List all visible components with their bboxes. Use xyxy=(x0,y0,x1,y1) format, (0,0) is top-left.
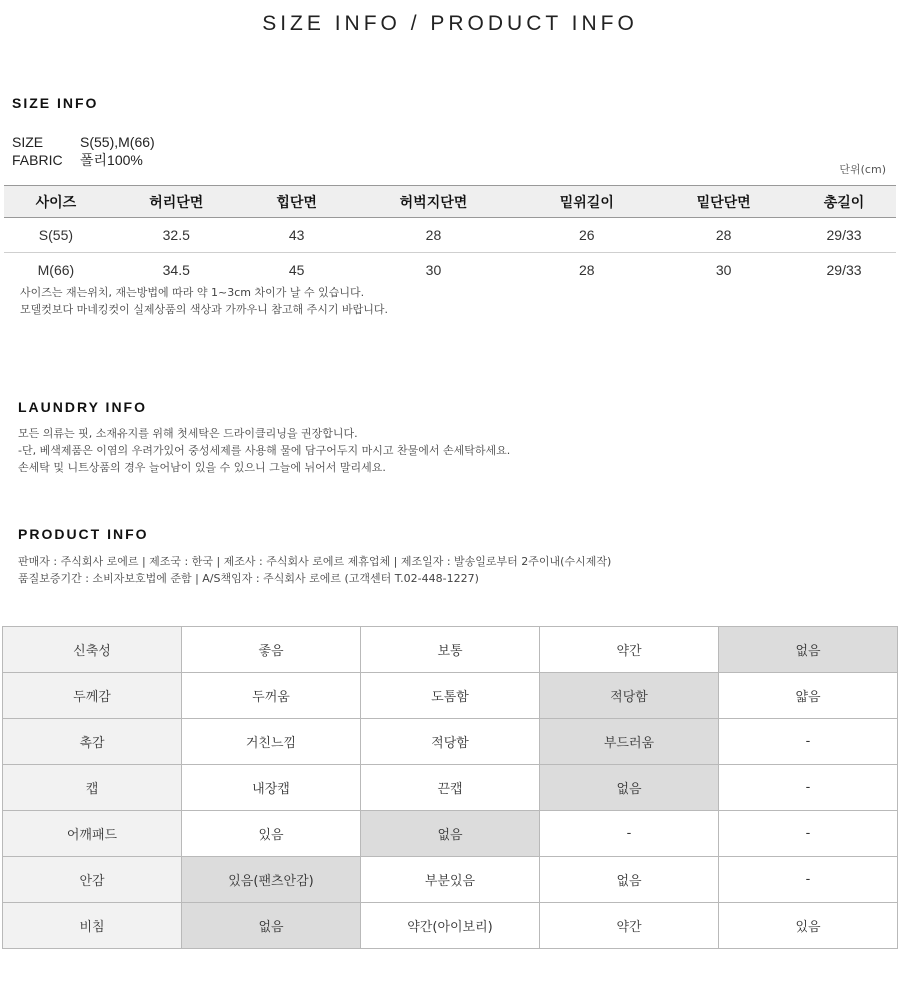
fabric-label: FABRIC xyxy=(12,152,63,168)
feature-row xyxy=(3,765,898,811)
column-header: 허리단면 xyxy=(108,186,245,218)
feature-option: 있음 xyxy=(182,811,361,857)
column-header: 허벅지단면 xyxy=(349,186,519,218)
table-cell: 43 xyxy=(245,218,349,253)
feature-option: 보통 xyxy=(361,627,540,673)
product-note-line: 판매자 : 주식회사 로에르 | 제조국 : 한국 | 제조사 : 주식회사 로에르 제휴업체 | 제조일자 : 발송일로부터 2주이내(수시제작) xyxy=(18,555,612,568)
feature-label: 촉감 xyxy=(3,719,182,765)
column-header: 밑단단면 xyxy=(655,186,792,218)
fabric-value: 폴리100% xyxy=(80,152,143,168)
feature-option: - xyxy=(719,811,898,857)
feature-option: - xyxy=(540,811,719,857)
laundry-info-heading: LAUNDRY INFO xyxy=(18,399,147,415)
feature-option: 거친느낌 xyxy=(182,719,361,765)
table-cell: 34.5 xyxy=(162,262,190,278)
table-cell: 30 xyxy=(715,262,732,278)
size-value: S(55),M(66) xyxy=(80,134,155,150)
feature-option: 내장캡 xyxy=(182,765,361,811)
table-cell: 26 xyxy=(518,218,655,253)
feature-option: 좋음 xyxy=(182,627,361,673)
feature-option: 없음 xyxy=(540,857,719,903)
feature-label: 캡 xyxy=(3,765,182,811)
table-cell: 28 xyxy=(349,218,519,253)
table-cell: S(55) xyxy=(4,218,108,253)
table-cell: M(66) xyxy=(37,262,75,278)
product-info-heading: PRODUCT INFO xyxy=(18,526,149,542)
laundry-note-line: -단, 베색제품은 이염의 우려가있어 중성세제를 사용해 물에 담구어두지 마시고 찬물에서 손세탁하세요. xyxy=(18,444,511,457)
feature-option: 약간 xyxy=(540,903,719,949)
feature-option: - xyxy=(719,719,898,765)
feature-row xyxy=(3,903,898,949)
table-cell: 28 xyxy=(655,218,792,253)
fabric-spec-row xyxy=(12,150,143,170)
table-cell: 45 xyxy=(288,262,305,278)
feature-option-selected: 있음(팬츠안감) xyxy=(182,857,361,903)
table-cell: 29/33 xyxy=(792,218,896,253)
size-note-line: 사이즈는 재는위치, 재는방법에 따라 약 1~3cm 차이가 날 수 있습니다. xyxy=(20,286,365,299)
product-notes xyxy=(18,553,611,587)
feature-row xyxy=(3,811,898,857)
table-cell: 30 xyxy=(425,262,442,278)
feature-option: 부분있음 xyxy=(361,857,540,903)
laundry-note-line: 모든 의류는 핏, 소재유지를 위해 첫세탁은 드라이클리닝을 권장합니다. xyxy=(18,427,358,440)
table-cell: 32.5 xyxy=(108,218,245,253)
feature-label: 안감 xyxy=(3,857,182,903)
feature-row xyxy=(3,627,898,673)
feature-row xyxy=(3,857,898,903)
column-header: 힙단면 xyxy=(245,186,349,218)
feature-option: - xyxy=(719,857,898,903)
laundry-note-line: 손세탁 및 니트상품의 경우 늘어남이 있을 수 있으니 그늘에 뉘어서 말리세요. xyxy=(18,461,386,474)
feature-option-selected: 없음 xyxy=(540,765,719,811)
feature-label: 어깨패드 xyxy=(3,811,182,857)
feature-option: 있음 xyxy=(719,903,898,949)
feature-option: 끈캡 xyxy=(361,765,540,811)
table-cell: 29/33 xyxy=(826,262,862,278)
feature-option-selected: 없음 xyxy=(361,811,540,857)
feature-option: 도톰함 xyxy=(361,673,540,719)
feature-table xyxy=(2,626,898,949)
page-title: SIZE INFO / PRODUCT INFO xyxy=(262,12,638,35)
table-row xyxy=(4,218,896,253)
size-info-heading: SIZE INFO xyxy=(12,95,99,111)
size-spec-row xyxy=(12,134,155,150)
column-header: 밑위길이 xyxy=(518,186,655,218)
feature-option-selected: 없음 xyxy=(182,903,361,949)
feature-row xyxy=(3,719,898,765)
size-table-header xyxy=(4,186,896,218)
feature-option: - xyxy=(719,765,898,811)
feature-option: 약간 xyxy=(540,627,719,673)
feature-option-selected: 없음 xyxy=(719,627,898,673)
feature-option: 적당함 xyxy=(361,719,540,765)
size-note-line: 모델컷보다 마네킹컷이 실제상품의 색상과 가까우니 참고해 주시기 바랍니다. xyxy=(20,303,389,316)
unit-note: 단위(cm) xyxy=(839,163,886,176)
feature-label: 비침 xyxy=(3,903,182,949)
table-row xyxy=(4,253,896,288)
column-header: 사이즈 xyxy=(4,186,108,218)
feature-option: 약간(아이보리) xyxy=(361,903,540,949)
feature-option-selected: 부드러움 xyxy=(540,719,719,765)
size-table xyxy=(4,185,896,287)
feature-option: 얇음 xyxy=(719,673,898,719)
feature-label: 두께감 xyxy=(3,673,182,719)
product-note-line: 품질보증기간 : 소비자보호법에 준함 | A/S책임자 : 주식회사 로에르 (고객센터 T.02-448-1227) xyxy=(18,572,479,585)
feature-option-selected: 적당함 xyxy=(540,673,719,719)
feature-row xyxy=(3,673,898,719)
laundry-notes xyxy=(18,425,510,476)
feature-label: 신축성 xyxy=(3,627,182,673)
size-label: SIZE xyxy=(12,134,44,150)
table-cell: 28 xyxy=(579,262,595,278)
size-notes xyxy=(20,284,388,318)
column-header: 총길이 xyxy=(792,186,896,218)
feature-option: 두꺼움 xyxy=(182,673,361,719)
